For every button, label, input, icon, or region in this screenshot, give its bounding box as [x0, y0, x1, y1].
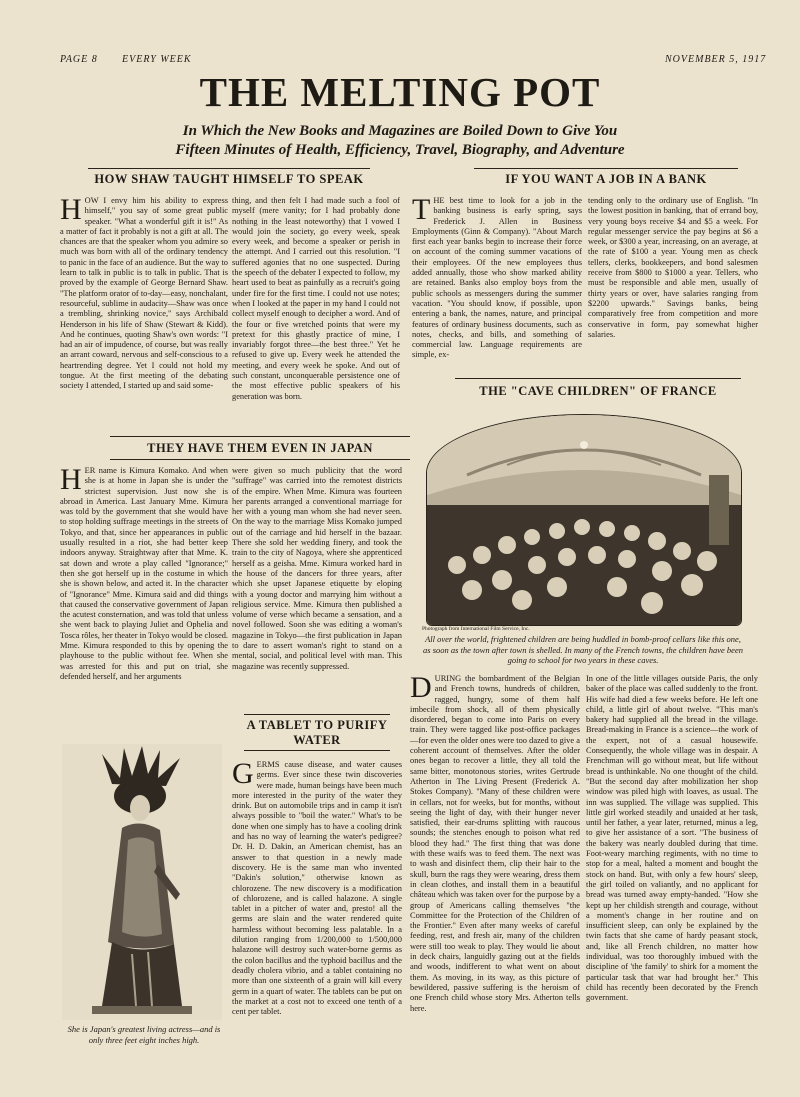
bank-heading-rule — [474, 168, 738, 169]
bank-text-1: HE best time to look for a job in the banking business is early spring, says Frederick J. Allen in Business Employments (Ginn & Company). "About March first each year banks begin to increase their force on account of the coming summer vacations of their employees. Of the new employees thus added annually, those who show marked ability are retained. Banks also employ boys from the public schools as messengers during the summer vacation. "You should know, if possible, upon entering a bank, the names, nature, and principal features of ordinary business documents, such as notes, checks, and bills, and something of commercial law. Language requirements are simple, ex- — [412, 196, 582, 360]
bank-drop-cap: T — [412, 196, 431, 226]
cave-text-1: URING the bombardment of the Belgian and French towns, hundreds of children, ragged, hungry, some of them half imbecile from shock, all of them physically disordered, began to come into Paris on every train. They were tagged like post-office packages—for even the older ones were too dazed to give a coherent account of themselves. After the older ones began to recover a little, they all told the same bitter, monotonous stories, writes Gertrude Atherton in The Living Present (Frederick A. Stokes Company). "Many of these children were in cellars, not for weeks, but for months, without seeing the light of day, with their hunger never satisfied, their ear-drums splitting with raucous sounds; the stenches enough to poison what red blood they had." The first thing that was done with these waifs was to feed them. The next was to wash and disinfect them, clip their hair to the skull, burn the rags they were wearing, dress them in clean clothes, and install them in a beautiful château which was taken over for the purpose by a group of Americans calling themselves "the Committee for the Protection of the Children of the Frontier." Even after many weeks of careful feeding, rest, and fresh air, many of the children were still too weak to play. They would lie about in deck chairs, languidly gazing out at the fields and woods, indifferent to what went on about them. As moving, in its way, as this picture of bewildered, passive suffering is the heroism of one French child whose story Mrs. Atherton tells here. — [410, 674, 580, 1013]
japan-column-2 — [232, 466, 402, 716]
shaw-text-1: OW I envy him his ability to express himself," you say of some great public speaker. "What a wonderful gift it is!" As a matter of fact it probably is not a gift at all. The chances are that the speaker whom you admire so much was born with all of the ordinary tendency to panic in the face of an audience. But the way to learn to talk in public is to talk in public. That is proved by the example of George Bernard Shaw. "The platform orator of to-day—easy, nonchalant, resourceful, sublime in audacity—Shaw was once a trembling, shrinking novice," says Archibald Henderson in his life of Shaw (Stewart & Kidd). And he continues, quoting Shaw's own words: "I had an air of impudence, of course, but was really an arrant coward, nervous and self-conscious to a heartrending degree. Yet I could not hold my tongue. At the first meeting of the debating society I attended, I started up and said some- — [60, 196, 228, 391]
running-head-page: PAGE 8 — [60, 54, 98, 65]
running-head-date: NOVEMBER 5, 1917 — [665, 54, 767, 65]
subtitle-line-2: Fifteen Minutes of Health, Efficiency, Travel, Biography, and Adventure — [175, 142, 625, 158]
japan-heading-rule-top — [110, 436, 410, 437]
cave-column-2 — [586, 674, 758, 1064]
shaw-heading-rule — [88, 168, 370, 169]
tablet-heading-line-1: A TABLET TO PURIFY — [246, 718, 388, 732]
cave-heading-rule — [455, 378, 741, 379]
cave-text-2: In one of the little villages outside Paris, the only baker of the place was called suddenly to the front. His wife had died a few weeks before. He left one child, a little girl of about twelve. "This man's bakery had supplied all the bread in the village. Bread-making in France is a science—the work of the expert, not of a casual housewife. Consequently, the whole village was in despair. A Frenchman will go without meat, but life without bread is unthinkable. No one thought of the child. "But the second day after mobilization her shop window was piled high with loaves, as usual. The inn was supplied. The village was supplied. This little girl worked steadily and unaided at her task, until her father, a year later, returned, minus a leg, to give her assistance of a sort. "The business of the bakery was nearly doubled during that time. Foot-weary marching regiments, with no time to stop for a meal, halted a moment and bought the stock on hand. But, with only a few hours' sleep, the girl toiled on valiantly, and no applicant for bread was turned away empty-handed. "How she kept up her childish strength and courage, without a moment's change in her routine and on insufficient sleep, can only be explained by the twin facts that she came of hardy peasant stock, and, like all French children, no matter how individual, was too thoroughly imbued with the discipline of 'the family' to shirk for a moment the particular task that war had brought her." This child has recently been decorated by the French government. — [586, 674, 758, 1003]
tablet-column — [232, 760, 402, 1060]
tablet-heading-rule-bottom — [244, 750, 390, 751]
japan-text-2: were given so much publicity that the word "suffrage" was carried into the remotest districts of the empire. When Mme. Kimura was fourteen her parents arranged a conventional marriage for her with a young man whom she had never seen. On the way to the marriage Miss Komako jumped out of the carriage and hid herself in the bazaar. There she sold her wedding finery, and took the train to the city of Nagoya, where she apprenticed herself as a geisha. Mme. Kimura worked hard in the house of the dancers for three years, after which she upset Japanese etiquette by eloping with a young doctor and marrying him without a religious service. Mme. Kimura then published a volume of verse which became a sensation, and a novel followed. Soon she was editing a woman's magazine in Tokyo—the first publication in Japan to dare to assert woman's right to stand on a mental, social, and political level with man. This magazine was recently suppressed. — [232, 466, 402, 671]
tablet-heading-rule-top — [244, 714, 390, 715]
shaw-heading: HOW SHAW TAUGHT HIMSELF TO SPEAK — [94, 172, 364, 186]
page-title: THE MELTING POT — [199, 69, 601, 115]
cave-heading: THE "CAVE CHILDREN" OF FRANCE — [479, 384, 717, 398]
bank-text-2: tending only to the ordinary use of English. "In the lowest position in banking, that of errand boy, very young boys receive $4 and $5 a week. For regular messenger service the pay begins at $6 a week, or $300 a year, increasing, on an average, at the rate of $100 a year. Young men as check tellers, clerks, bookkeepers, and bond salesmen receive from $800 to $1000 a year. Tellers, who must be responsible and able men, usually of thirty years or over, have salaries ranging from $2200 upwards." Savings banks, being comparatively free from competition and more conservative in form, pay somewhat higher salaries. — [588, 196, 758, 339]
subtitle-line-1: In Which the New Books and Magazines are Boiled Down to Give You — [182, 123, 618, 139]
cave-photo-credit: Photograph from International Film Service, Inc. — [422, 626, 530, 632]
page-subtitle — [0, 122, 800, 160]
bank-column-2 — [588, 196, 758, 368]
japan-column-1 — [60, 466, 228, 738]
shaw-column-2 — [232, 196, 400, 430]
cave-drop-cap: D — [410, 674, 432, 704]
japan-heading-rule-bottom — [110, 459, 410, 460]
cave-caption: All over the world, frightened children are being huddled in bomb-proof cellars like this one, as soon as the town after town is shelled. In many of the French towns, the children have been going to school for two years in these caves. — [423, 634, 743, 665]
shaw-text-2: thing, and then felt I had made such a fool of myself (mere vanity; for I had probably done nothing in the least noteworthy) that I vowed I would join the society, go every week, speak every week, and become a speaker or perish in the attempt. And I carried out this resolution. "I suffered agonies that no one suspected. During the speech of the debater I expected to follow, my heart used to beat as painfully as a recruit's going under fire for the first time. I could not use notes; when I looked at the paper in my hand I could not collect myself enough to decipher a word. And of the four or five wretched points that were my pretext for this ghastly practice of mine, I invariably forgot three—the best three." Yet he refused to give up. Every week he attended the meeting, and every week he spoke. And out of such constant, unconquerable persistence one of the most effective public speakers of his generation was born. — [232, 196, 400, 401]
tablet-drop-cap: G — [232, 760, 254, 790]
running-head-publication: EVERY WEEK — [122, 54, 192, 65]
shaw-column-1 — [60, 196, 228, 430]
japan-text-1: ER name is Kimura Komako. And when she is at home in Japan she is under the strictest supervision. Just now she is abroad in America. Last January Mme. Kimura was told by the government that she would have to stop holding suffrage meetings in the streets of Tokyo, and that, since her appearances in public usually resulted in a riot, she had better keep indoors anyway. Straightway after that Mme. K. sat down and wrote a play called "Ignorance;" then she got herself up in the costume in which she is shown below, and acted it. In the character of "Ignorance" Mme. Kimura said and did things that caused the conservative government of Japan the acutest consternation, and was told that unless she went back to playing Juliet and Ophelia and Tosca rôles, her theater in Tokyo would be closed. Mme. Kimura responded to this by opening the playhouse to the public without fee. When she was arrested for this and put on trial, she defended herself, and her arguments — [60, 466, 228, 681]
shaw-drop-cap: H — [60, 196, 82, 226]
actress-photo — [62, 744, 222, 1020]
japan-drop-cap: H — [60, 466, 82, 496]
cellar-children-icon — [427, 415, 741, 625]
cave-column-1 — [410, 674, 580, 1064]
tablet-heading — [236, 718, 398, 748]
tablet-text: ERMS cause disease, and water causes germs. Ever since these twin discoveries were made, human beings have been much more interested in the purity of the water they drink. But on automobile trips and in camp it isn't always possible to "boil the water." What's to be done when one simply has to have a cooling drink and has no way of learning the water's pedigree? Dr. H. D. Dakin, an American chemist, has an answer to that question in a newly made discovery. He is the same man who invented "Dakin's solution," otherwise known as chlorozene. The new discovery is a modification of chlorozene, and is called halazone. A single tablet in a pitcher of water and, presto! all the germs are slain and the water rendered quite harmless without becoming less palatable. In a dilution ranging from 1/200,000 to 1/500,000 halazone will destroy such water-borne germs as the colon bacillus and the typhoid bacillus and the deadly cholera vibrio, and a tablet containing no more than one sixteenth of a grain will kill every germ in a quart of water. The tablets can be put on the market at a cost not to exceed one tenth of a cent per tablet. — [232, 760, 402, 1017]
bank-heading: IF YOU WANT A JOB IN A BANK — [505, 172, 707, 186]
cave-children-photo — [426, 414, 742, 626]
bank-column-1 — [412, 196, 582, 368]
actress-figure-icon — [62, 744, 222, 1020]
actress-caption: She is Japan's greatest living actress—and is only three feet eight inches high. — [67, 1024, 221, 1045]
tablet-heading-line-2: WATER — [293, 733, 341, 747]
japan-heading: THEY HAVE THEM EVEN IN JAPAN — [147, 441, 373, 455]
